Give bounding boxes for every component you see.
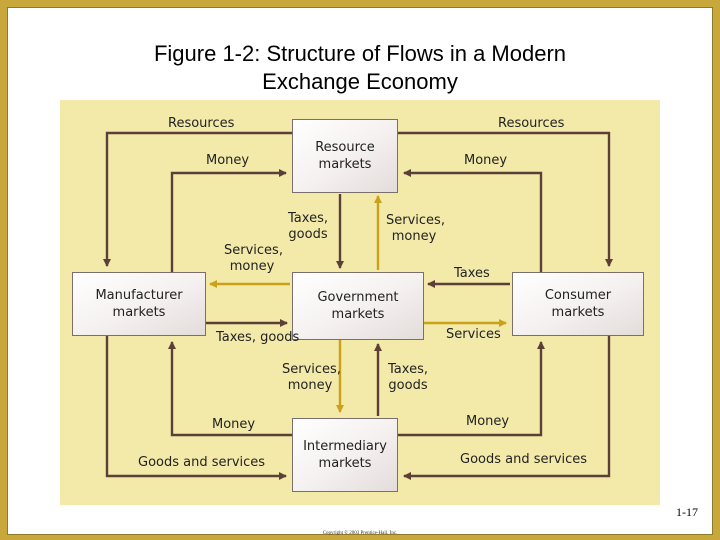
manufacturer-markets-line2: markets [112,305,166,320]
consumer-markets-line1: Consumer [544,288,612,303]
resource-markets-line1: Resource [315,140,375,155]
title-line-2: Exchange Economy [262,69,458,94]
label-taxes-goods-bottom [386,362,430,394]
intermediary-markets-box [292,418,398,492]
resource-markets-box [292,119,398,193]
label-services-money-top [386,213,445,245]
label-money-bottom-right: Money [466,414,510,429]
label-services-money-left-line1: Services, [224,243,283,258]
label-services-money-left-line2: money [229,259,275,274]
label-taxes-goods-left: Taxes, goods [216,330,300,345]
label-goods-services-right: Goods and services [460,452,588,467]
title-line-1: Figure 1-2: Structure of Flows in a Modern [153,41,567,66]
intermediary-markets-line2: markets [318,456,372,471]
label-services-money-bottom-line2: money [287,378,333,393]
label-services-money-top-line1: Services, [386,213,445,228]
intermediary-markets-line1: Intermediary [303,439,387,454]
page-number: 1-17 [676,505,698,519]
label-services-money-left [224,243,283,275]
government-markets-box [292,272,424,340]
label-taxes-goods-bottom-line1: Taxes, [388,362,428,377]
manufacturer-markets-line1: Manufacturer [95,288,183,303]
label-services-right: Services [446,327,501,342]
label-taxes-goods-top [284,211,332,243]
consumer-markets-line2: markets [551,305,605,320]
label-resources-right: Resources [498,116,565,131]
label-services-money-bottom-line1: Services, [282,362,341,377]
label-services-money-top-line2: money [391,229,437,244]
label-money-top-left: Money [206,153,250,168]
resource-markets-line2: markets [318,157,372,172]
copyright-notice: Copyright © 2003 Prentice-Hall, Inc. [322,531,398,536]
label-goods-services-left: Goods and services [138,455,266,470]
label-taxes-right: Taxes [454,266,490,281]
label-taxes-goods-top-line2: goods [288,227,328,242]
manufacturer-markets-box [72,272,206,336]
label-taxes-goods-bottom-line2: goods [388,378,428,393]
consumer-markets-box [512,272,644,336]
label-services-money-bottom [282,362,341,394]
government-markets-line2: markets [331,307,385,322]
government-markets-line1: Government [317,290,399,305]
label-money-bottom-left: Money [212,417,256,432]
label-resources-left: Resources [168,116,235,131]
label-money-top-right: Money [464,153,508,168]
label-taxes-goods-top-line1: Taxes, [288,211,328,226]
